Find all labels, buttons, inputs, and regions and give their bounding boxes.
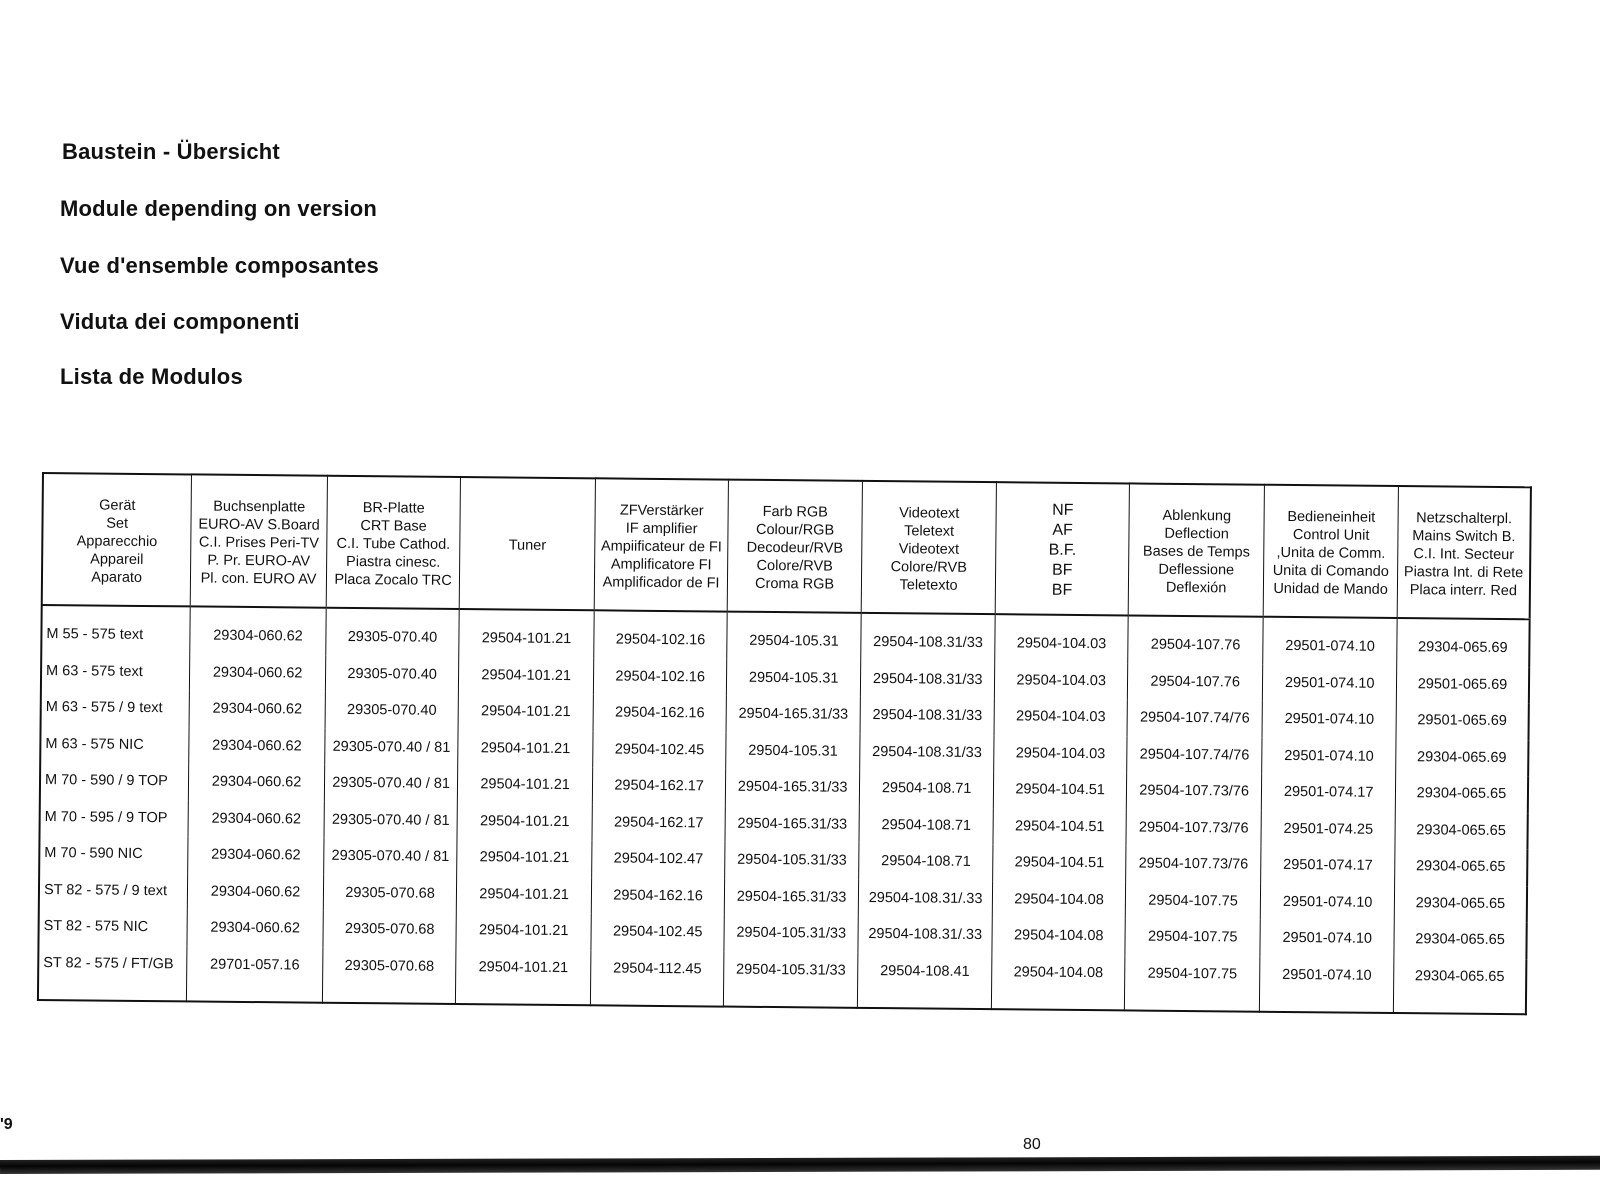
column-header	[1264, 485, 1399, 618]
column-header-line: BR-Platte	[362, 500, 425, 517]
part-number-cell: 29504-108.31/.33	[858, 916, 993, 954]
part-number-cell: 29504-108.31/33	[861, 613, 996, 662]
part-number-cell: 29304-065.65	[1395, 812, 1528, 850]
column-header-line: Gerät	[99, 497, 136, 514]
part-number-cell: 29504-101.21	[457, 803, 592, 841]
heading-german: Baustein - Übersicht	[62, 139, 280, 164]
set-name-cell: M 70 - 590 NIC	[39, 835, 188, 873]
set-name-cell: M 55 - 575 text	[41, 605, 190, 654]
part-number-cell: 29304-065.65	[1394, 921, 1527, 959]
part-number-cell: 29304-060.62	[188, 873, 324, 911]
column-header-line: C.I. Prises Peri-TV	[198, 534, 319, 552]
part-number-cell: 29304-065.69	[1396, 739, 1529, 777]
part-number-cell: 29504-104.08	[993, 881, 1126, 919]
part-number-cell: 29504-107.74/76	[1127, 699, 1263, 737]
part-number-cell: 29504-107.75	[1125, 882, 1261, 920]
part-number-cell: 29504-107.76	[1128, 615, 1264, 664]
part-number-cell: 29501-065.69	[1396, 702, 1529, 740]
part-number-cell: 29504-101.21	[459, 657, 594, 695]
set-name-cell: ST 82 - 575 NIC	[38, 908, 187, 946]
set-name-cell: ST 82 - 575 / FT/GB	[38, 944, 187, 1001]
column-header-line: Colour/RGB	[755, 521, 835, 539]
part-number-cell: 29504-108.31/33	[860, 733, 995, 771]
table-header-row	[42, 473, 1531, 619]
part-number-cell: 29305-070.40	[326, 608, 460, 657]
column-header-line: Piastra cinesc.	[346, 553, 441, 571]
bottom-border-bar	[0, 1156, 1600, 1174]
column-header	[996, 482, 1130, 615]
part-number-cell: 29504-165.31/33	[726, 696, 860, 734]
heading-italian: Viduta dei componenti	[60, 309, 300, 334]
part-number-cell: 29305-070.68	[322, 947, 456, 1004]
column-header	[861, 481, 997, 614]
part-number-cell: 29501-065.69	[1396, 666, 1529, 704]
part-number-cell: 29504-108.31/33	[860, 660, 995, 698]
part-number-cell: 29504-108.41	[857, 952, 992, 1009]
part-number-cell: 29305-070.68	[323, 911, 457, 949]
column-header-line: ZFVerstärker	[619, 502, 704, 520]
part-number-cell: 29304-065.65	[1395, 848, 1528, 886]
column-header-line: C.I. Int. Secteur	[1413, 546, 1515, 564]
part-number-cell: 29501-074.17	[1262, 774, 1396, 812]
column-header-line: Ablenkung	[1162, 507, 1232, 525]
column-header	[191, 474, 328, 607]
part-number-cell: 29305-070.40	[325, 692, 459, 730]
part-number-cell: 29504-101.21	[457, 876, 592, 914]
part-number-cell: 29504-101.21	[459, 609, 594, 658]
part-number-cell: 29304-060.62	[187, 909, 323, 947]
column-header-line: Deflection	[1164, 525, 1229, 543]
part-number-cell: 29501-074.10	[1260, 956, 1394, 1013]
part-number-cell: 29504-104.03	[995, 614, 1128, 663]
column-header	[42, 473, 192, 606]
part-number-cell: 29504-107.74/76	[1127, 736, 1263, 774]
part-number-cell: 29304-060.62	[190, 654, 326, 692]
part-number-cell: 29304-065.65	[1394, 885, 1527, 923]
part-number-cell: 29504-107.73/76	[1126, 809, 1262, 847]
part-number-cell: 29504-101.21	[458, 693, 593, 731]
part-number-cell: 29504-162.17	[592, 804, 726, 842]
column-header-line: Unita di Comando	[1272, 562, 1389, 580]
column-header-line: Buchsenplatte	[213, 498, 306, 516]
part-number-cell: 29501-074.17	[1261, 847, 1395, 885]
column-header-line: Teletext	[904, 523, 955, 540]
part-number-cell: 29504-162.17	[592, 767, 726, 805]
part-number-cell: 29304-065.65	[1395, 775, 1528, 813]
part-number-cell: 29504-104.51	[994, 771, 1127, 809]
part-number-cell: 29504-105.31/33	[725, 842, 859, 880]
part-number-cell: 29304-060.62	[189, 690, 325, 728]
column-header-line: Croma RGB	[755, 575, 835, 593]
part-number-cell: 29501-074.10	[1262, 701, 1396, 739]
part-number-cell: 29504-162.16	[593, 694, 727, 732]
column-header-line: C.I. Tube Cathod.	[336, 535, 451, 553]
part-number-cell: 29504-101.21	[458, 766, 593, 804]
part-number-cell: 29504-105.31/33	[724, 915, 858, 953]
part-number-cell: 29504-165.31/33	[725, 878, 859, 916]
column-header	[594, 478, 729, 611]
part-number-cell: 29504-108.31/.33	[858, 879, 993, 917]
column-header-line: Amplificatore FI	[610, 556, 712, 574]
part-number-cell: 29504-101.21	[458, 730, 593, 768]
part-number-cell: 29504-108.31/33	[860, 697, 995, 735]
column-header-line: IF amplifier	[625, 520, 698, 538]
heading-english: Module depending on version	[60, 196, 378, 221]
part-number-cell: 29504-105.31	[727, 612, 861, 661]
edge-mark: '9	[0, 1116, 13, 1133]
part-number-cell: 29504-101.21	[456, 948, 591, 1005]
column-header-line: Apparecchio	[76, 533, 158, 551]
column-header-line: CRT Base	[360, 518, 427, 535]
part-number-cell: 29504-107.75	[1124, 955, 1260, 1012]
set-name-cell: M 70 - 590 / 9 TOP	[40, 762, 189, 800]
column-header	[728, 480, 863, 613]
part-number-cell: 29504-101.21	[456, 912, 591, 950]
column-header-line: Tuner	[508, 537, 547, 554]
column-header-line: Teletexto	[899, 577, 958, 594]
part-number-cell: 29504-104.51	[993, 808, 1126, 846]
column-header-line: Control Unit	[1292, 527, 1370, 544]
part-number-cell: 29504-102.45	[591, 913, 725, 951]
part-number-cell: 29504-105.31/33	[724, 951, 858, 1008]
column-header	[460, 477, 596, 610]
part-number-cell: 29504-112.45	[590, 950, 724, 1007]
part-number-cell: 29504-102.47	[592, 840, 726, 878]
part-number-cell: 29304-065.69	[1397, 618, 1530, 667]
part-number-cell: 29504-104.03	[994, 698, 1127, 736]
table-body	[38, 605, 1530, 1014]
part-number-cell: 29304-060.62	[190, 606, 326, 655]
column-header-line: Unidad de Mando	[1273, 580, 1388, 598]
part-number-cell: 29305-070.40 / 81	[323, 838, 457, 876]
part-number-cell: 29504-108.71	[859, 843, 994, 881]
part-number-cell: 29504-104.08	[992, 917, 1125, 955]
heading-spanish: Lista de Modulos	[60, 364, 243, 389]
column-header-line: Videotext	[899, 505, 960, 522]
part-number-cell: 29305-070.40 / 81	[324, 801, 458, 839]
part-number-cell: 29305-070.68	[323, 874, 457, 912]
part-number-cell: 29504-107.73/76	[1126, 845, 1262, 883]
column-header-line: Appareil	[90, 551, 144, 568]
column-header-line: Colore/RVB	[756, 557, 833, 575]
part-number-cell: 29304-060.62	[189, 763, 325, 801]
part-number-cell: 29504-108.71	[859, 806, 994, 844]
column-header-line: EURO-AV S.Board	[198, 516, 320, 534]
set-name-cell: M 63 - 575 text	[41, 653, 190, 691]
part-number-cell: 29504-165.31/33	[725, 805, 859, 843]
part-number-cell: 29504-104.51	[993, 844, 1126, 882]
column-header-line: Ampiificateur de FI	[600, 538, 722, 556]
column-header-line: Colore/RVB	[890, 559, 967, 576]
column-header-line: NF	[1052, 501, 1074, 519]
set-name-cell: M 63 - 575 / 9 text	[41, 689, 190, 727]
part-number-cell: 29504-162.16	[591, 877, 725, 915]
heading-french: Vue d'ensemble composantes	[60, 253, 379, 278]
part-number-cell: 29504-107.73/76	[1126, 772, 1262, 810]
column-header-line: Farb RGB	[762, 503, 828, 521]
column-header-line: BF	[1051, 561, 1073, 579]
part-number-cell: 29504-105.31	[726, 732, 860, 770]
column-header-line: Amplificador de FI	[602, 574, 720, 592]
column-header-line: B.F.	[1048, 541, 1077, 559]
column-header-line: Aparato	[91, 569, 143, 586]
column-header-line: Set	[106, 515, 129, 532]
part-number-cell: 29504-104.03	[995, 662, 1128, 700]
part-number-cell: 29504-101.21	[457, 839, 592, 877]
part-number-cell: 29504-107.75	[1125, 918, 1261, 956]
column-header-line: Bases de Temps	[1142, 543, 1250, 561]
part-number-cell: 29501-074.10	[1263, 664, 1397, 702]
part-number-cell: 29504-104.03	[994, 735, 1127, 773]
part-number-cell: 29504-107.76	[1127, 663, 1263, 701]
column-header-line: Bedieneinheit	[1287, 508, 1376, 526]
part-number-cell: 29504-102.16	[594, 610, 728, 659]
part-number-cell: 29305-070.40 / 81	[325, 728, 459, 766]
part-number-cell: 29501-074.10	[1263, 617, 1397, 666]
column-header-line: Placa Zocalo TRC	[334, 571, 452, 589]
column-header-line: Pl. con. EURO AV	[200, 570, 317, 588]
part-number-cell: 29504-102.45	[593, 731, 727, 769]
part-number-cell: 29501-074.10	[1262, 737, 1396, 775]
column-header-line: Piastra Int. di Rete	[1403, 564, 1524, 582]
column-header-line: Mains Switch B.	[1412, 528, 1516, 546]
column-header-line: Decodeur/RVB	[746, 539, 844, 557]
column-header-line: Deflessione	[1158, 561, 1235, 579]
set-name-cell: M 63 - 575 NIC	[40, 725, 189, 763]
column-header	[1397, 486, 1531, 619]
part-number-cell: 29305-070.40	[325, 655, 459, 693]
part-number-cell: 29504-102.16	[593, 658, 727, 696]
part-number-cell: 29501-074.10	[1261, 883, 1395, 921]
column-header	[326, 476, 461, 609]
module-table-container	[37, 472, 1534, 1026]
column-header-line: Deflexión	[1165, 579, 1227, 597]
column-header-line: AF	[1052, 521, 1073, 539]
part-number-cell: 29304-060.62	[188, 836, 324, 874]
column-header	[1128, 483, 1265, 616]
set-name-cell: M 70 - 595 / 9 TOP	[40, 798, 189, 836]
set-name-cell: ST 82 - 575 / 9 text	[39, 871, 188, 909]
part-number-cell: 29504-108.71	[859, 770, 994, 808]
column-header-line: Netzschalterpl.	[1416, 510, 1513, 528]
column-header-line: P. Pr. EURO-AV	[207, 552, 311, 570]
part-number-cell: 29304-060.62	[188, 800, 324, 838]
page-number: 80	[1023, 1136, 1041, 1153]
part-number-cell: 29305-070.40 / 81	[324, 765, 458, 803]
part-number-cell: 29504-105.31	[727, 659, 861, 697]
column-header-line: Videotext	[898, 541, 960, 558]
part-number-cell: 29504-104.08	[992, 954, 1125, 1011]
column-header-line: BF	[1051, 581, 1073, 599]
part-number-cell: 29501-074.25	[1261, 810, 1395, 848]
part-number-cell: 29504-165.31/33	[726, 769, 860, 807]
part-number-cell: 29501-074.10	[1260, 920, 1394, 958]
part-number-cell: 29701-057.16	[187, 946, 323, 1003]
module-table	[37, 472, 1532, 1015]
part-number-cell: 29304-060.62	[189, 727, 325, 765]
part-number-cell: 29304-065.65	[1393, 957, 1526, 1014]
column-header-line: ,Unita de Comm.	[1276, 544, 1386, 562]
column-header-line: Placa interr. Red	[1409, 582, 1518, 600]
